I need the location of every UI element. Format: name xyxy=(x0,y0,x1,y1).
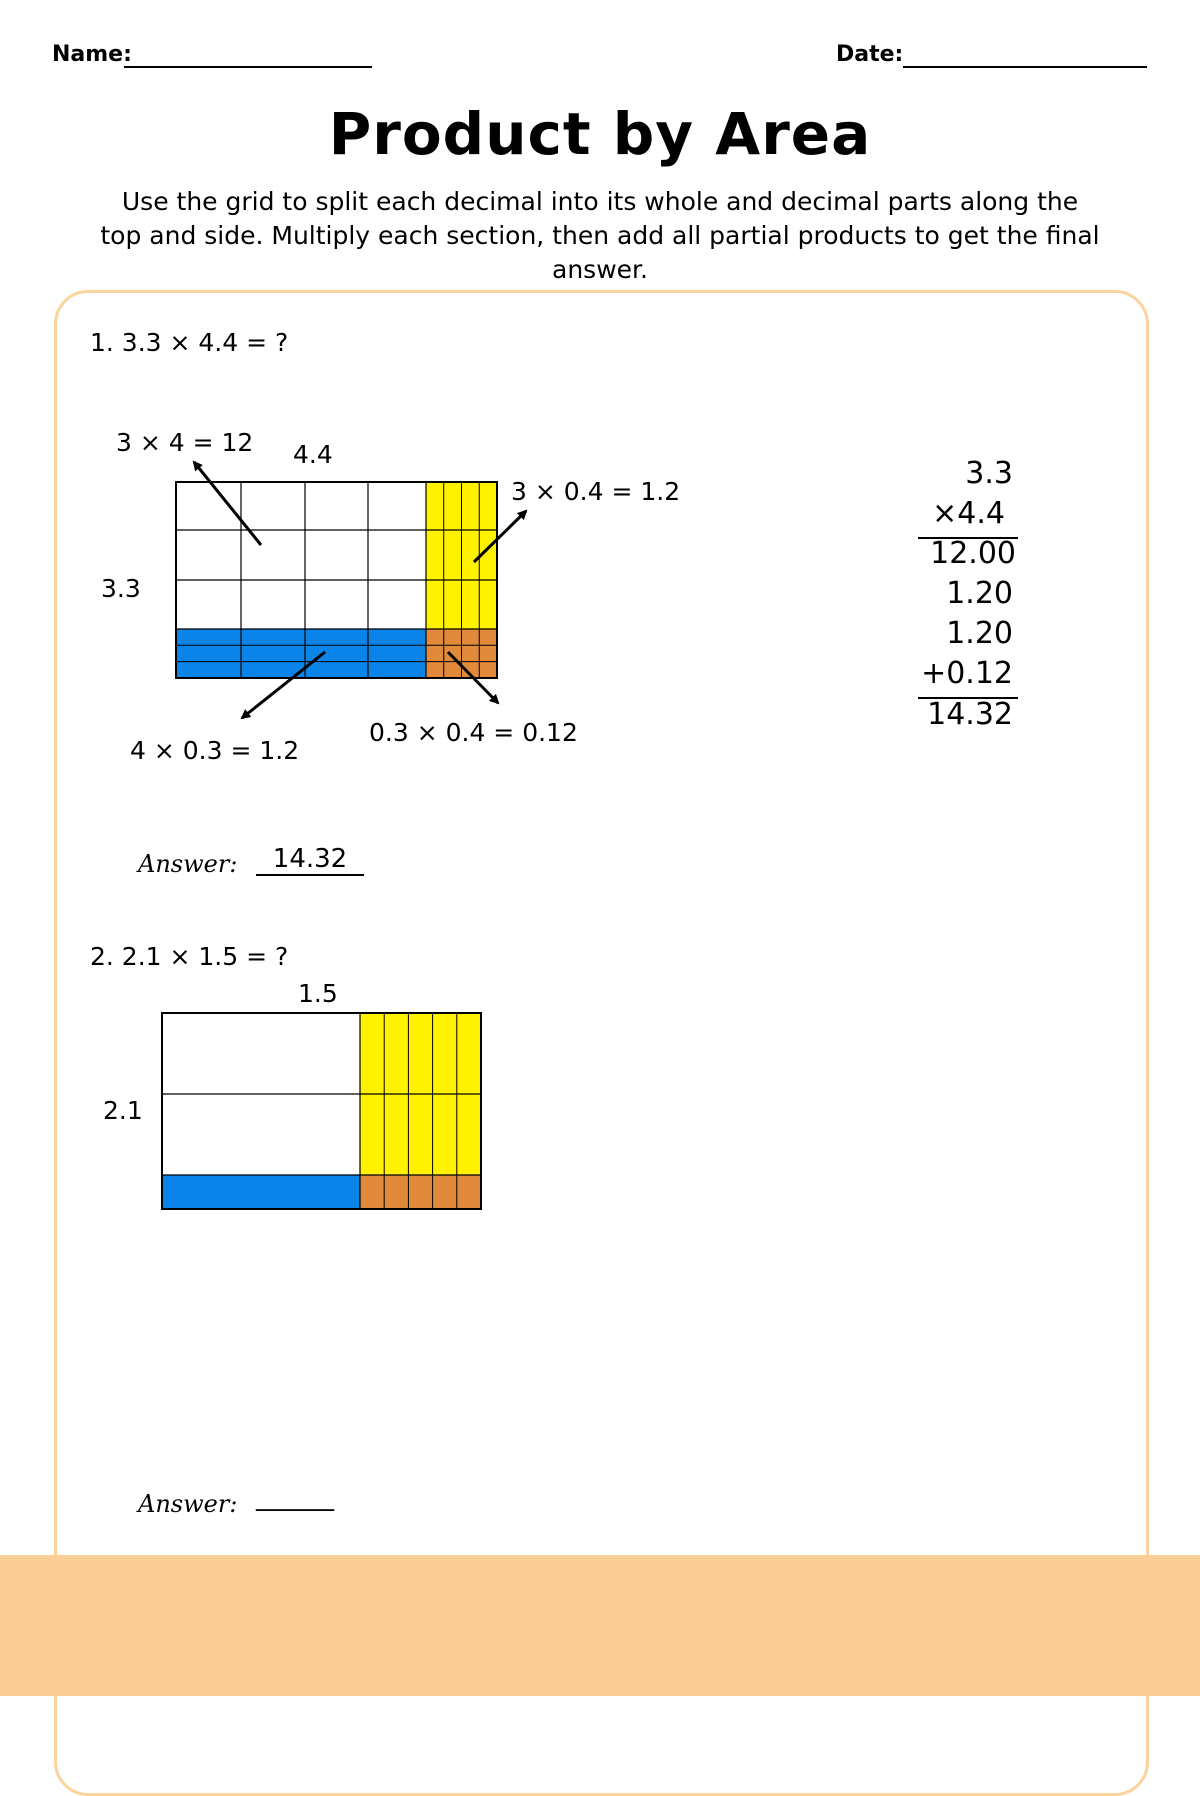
vertical-math-line: 1.20 xyxy=(946,576,1013,611)
tenths-blue-region xyxy=(162,1175,360,1209)
instructions: Use the grid to split each decimal into its whole and decimal parts along the top and side. Multiply each section, then add all partial products to get the final answer. xyxy=(100,187,1100,284)
date-label: Date: xyxy=(836,42,904,67)
partial-label-tenth-tenth: 0.3 × 0.4 = 0.12 xyxy=(369,718,578,747)
problem-1-answer-field[interactable]: 14.32 xyxy=(256,844,364,876)
problem-1-top-label: 4.4 xyxy=(293,440,333,469)
problem-2-side-label: 2.1 xyxy=(103,1096,143,1125)
problem-2-answer-field[interactable]: ______ xyxy=(256,1482,334,1512)
problem-1-question: 1. 3.3 × 4.4 = ? xyxy=(90,328,289,357)
problem-2-top-label: 1.5 xyxy=(298,979,338,1008)
vertical-math-line: 3.3 xyxy=(965,456,1013,491)
vertical-math-total: 14.32 xyxy=(927,697,1013,732)
vertical-math-line: 12.00 xyxy=(930,536,1016,571)
problem-1-answer-label: Answer: xyxy=(138,850,238,878)
problem-1-side-label: 3.3 xyxy=(101,574,141,603)
problem-1-grid xyxy=(176,482,497,678)
partial-label-tenth-whole: 4 × 0.3 = 1.2 xyxy=(130,736,300,765)
page-title: Product by Area xyxy=(328,100,872,168)
vertical-math-line: 1.20 xyxy=(946,616,1013,651)
vertical-math-line: +0.12 xyxy=(921,656,1013,691)
vertical-math-line: ×4.4 xyxy=(932,496,1005,531)
problem-2-answer-label: Answer: xyxy=(138,1490,238,1518)
hundredths-orange-region xyxy=(360,1175,481,1209)
name-label: Name: xyxy=(52,42,132,67)
problem-2-grid xyxy=(162,1013,481,1209)
partial-label-whole-whole: 3 × 4 = 12 xyxy=(116,428,254,457)
problem-2-question: 2. 2.1 × 1.5 = ? xyxy=(90,942,289,971)
footer-band xyxy=(0,1555,1200,1696)
partial-label-whole-tenth: 3 × 0.4 = 1.2 xyxy=(511,477,681,506)
